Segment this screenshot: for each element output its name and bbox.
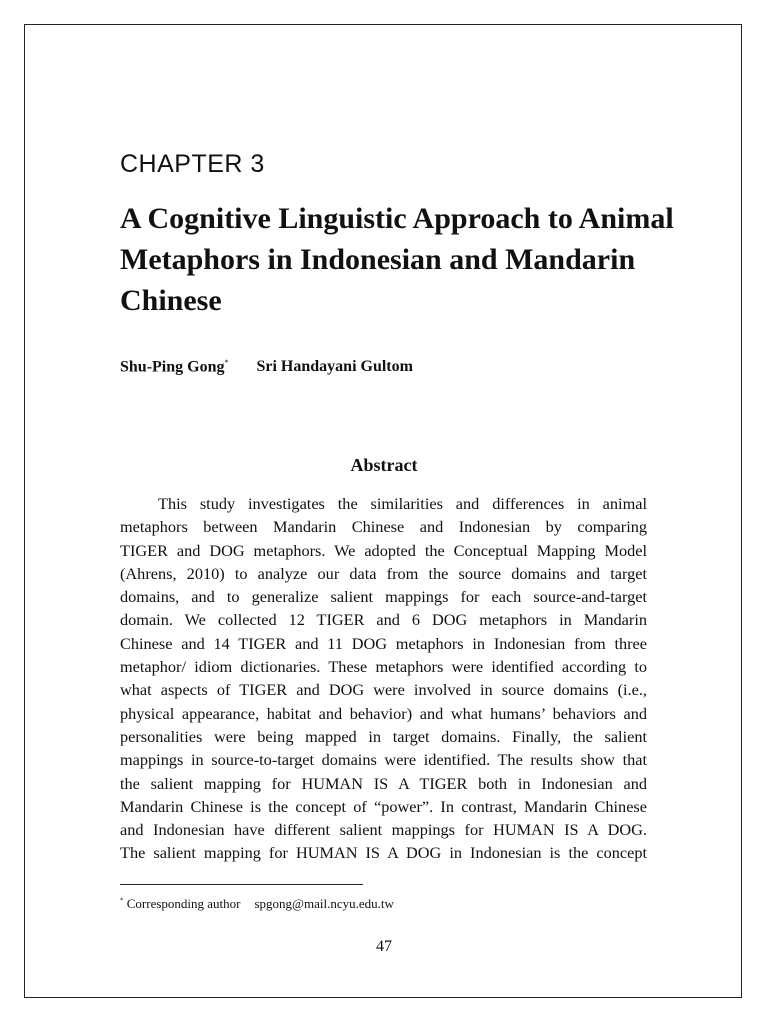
- author-footnote-mark: *: [224, 358, 229, 367]
- abstract-line: The salient mapping for HUMAN IS A DOG in Indonesian is the concept: [120, 843, 647, 863]
- footnote-divider: [120, 884, 363, 885]
- abstract-line: the salient mapping for HUMAN IS A TIGER both in Indonesian and: [120, 773, 647, 793]
- abstract-line: domains, and to generalize salient mappings for each source-and-target: [120, 587, 647, 607]
- abstract-line: TIGER and DOG metaphors. We adopted the Conceptual Mapping Model: [120, 540, 647, 560]
- abstract-line: what aspects of TIGER and DOG were involved in source domains (i.e.,: [120, 680, 647, 700]
- abstract-line: and Indonesian have different salient mappings for HUMAN IS A DOG.: [120, 820, 647, 840]
- footnote-mark: *: [120, 896, 124, 905]
- abstract-heading: Abstract: [350, 455, 418, 475]
- abstract-line: Mandarin Chinese is the concept of “power”. In contrast, Mandarin Chinese: [120, 796, 647, 816]
- footnote: [120, 896, 394, 912]
- abstract-line: This study investigates the similarities and differences in animal: [158, 494, 647, 513]
- corresponding-email-link[interactable]: spgong@mail.ncyu.edu.tw: [254, 896, 394, 911]
- abstract-line: metaphors between Mandarin Chinese and Indonesian by comparing: [120, 517, 647, 537]
- page-number: 47: [376, 938, 392, 955]
- author-name: Sri Handayani Gultom: [256, 358, 413, 376]
- abstract-line: Chinese and 14 TIGER and 11 DOG metaphors in Indonesian from three: [120, 633, 647, 653]
- author-name: Shu-Ping Gong: [120, 358, 225, 376]
- abstract-line: (Ahrens, 2010) to analyze our data from the source domains and target: [120, 563, 647, 583]
- abstract-line: personalities were being mapped in target domains. Finally, the salient: [120, 726, 647, 746]
- abstract-body: [120, 492, 647, 865]
- abstract-line: domain. We collected 12 TIGER and 6 DOG metaphors in Mandarin: [120, 610, 647, 630]
- abstract-line: physical appearance, habitat and behavior) and what humans’ behaviors and: [120, 703, 647, 723]
- chapter-label: CHAPTER 3: [120, 150, 265, 178]
- chapter-title: A Cognitive Linguistic Approach to Animal Metaphors in Indonesian and Mandarin Chinese: [120, 202, 674, 317]
- footnote-label: Corresponding author: [126, 896, 241, 911]
- abstract-line: metaphor/ idiom dictionaries. These metaphors were identified according to: [120, 657, 647, 677]
- author-list: [120, 358, 413, 376]
- abstract-line: mappings in source-to-target domains were identified. The results show that: [120, 750, 647, 770]
